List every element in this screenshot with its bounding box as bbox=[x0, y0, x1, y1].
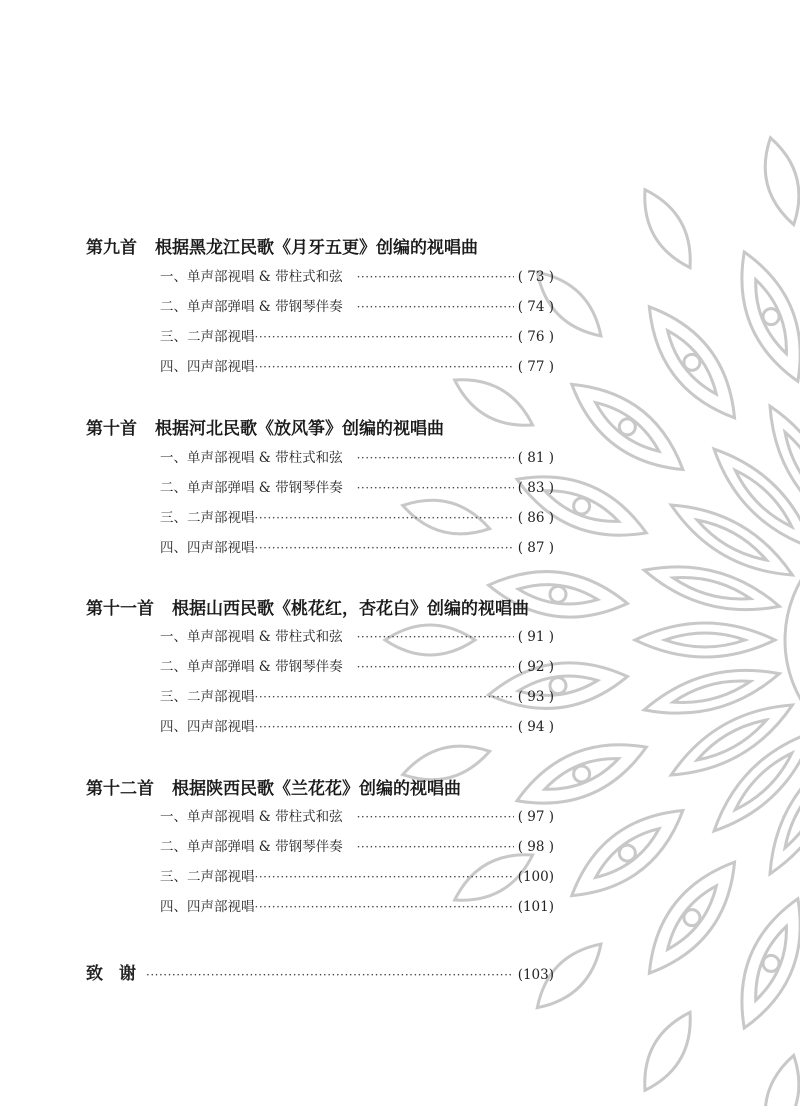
dot-leader bbox=[357, 298, 514, 316]
page-number: (101) bbox=[517, 899, 554, 915]
toc-entry[interactable] bbox=[160, 628, 554, 646]
page-number: ( 87 ) bbox=[517, 540, 554, 556]
dot-leader bbox=[255, 718, 514, 736]
entry-label: 一、单声部视唱 & 带柱式和弦 bbox=[160, 809, 343, 825]
entry-label: 三、二声部视唱 bbox=[160, 329, 255, 345]
dot-leader bbox=[357, 479, 514, 497]
toc-entry[interactable] bbox=[160, 449, 554, 467]
dot-leader bbox=[357, 628, 514, 646]
page-number: (103) bbox=[517, 967, 554, 983]
chapter-heading[interactable] bbox=[86, 779, 461, 799]
entry-label: 四、四声部视唱 bbox=[160, 899, 255, 915]
dot-leader bbox=[255, 898, 514, 916]
entry-label: 三、二声部视唱 bbox=[160, 869, 255, 885]
toc-entry[interactable] bbox=[160, 718, 554, 736]
chapter-title: 根据山西民歌《桃花红，杏花白》创编的视唱曲 bbox=[172, 599, 529, 619]
toc-entry[interactable] bbox=[160, 658, 554, 676]
page-number: ( 86 ) bbox=[517, 510, 554, 526]
dot-leader bbox=[255, 539, 514, 557]
toc-entry[interactable] bbox=[160, 358, 554, 376]
page-number: ( 94 ) bbox=[517, 719, 554, 735]
dot-leader bbox=[357, 449, 514, 467]
chapter-title: 根据河北民歌《放风筝》创编的视唱曲 bbox=[155, 419, 444, 439]
entry-label: 一、单声部视唱 & 带柱式和弦 bbox=[160, 269, 343, 285]
entry-label: 二、单声部弹唱 & 带钢琴伴奏 bbox=[160, 839, 343, 855]
dot-leader bbox=[255, 868, 514, 886]
dot-leader bbox=[255, 509, 514, 527]
page-number: ( 74 ) bbox=[517, 299, 554, 315]
chapter-number: 第十二首 bbox=[86, 779, 154, 799]
entry-label: 三、二声部视唱 bbox=[160, 510, 255, 526]
page-number: ( 77 ) bbox=[517, 359, 554, 375]
chapter-title: 根据陕西民歌《兰花花》创编的视唱曲 bbox=[172, 779, 461, 799]
toc-entry[interactable] bbox=[160, 898, 554, 916]
toc-entry[interactable] bbox=[160, 688, 554, 706]
toc-entry[interactable] bbox=[160, 479, 554, 497]
toc-entry[interactable] bbox=[160, 268, 554, 286]
page-number: ( 93 ) bbox=[517, 689, 554, 705]
chapter-title: 根据黑龙江民歌《月牙五更》创编的视唱曲 bbox=[155, 238, 478, 258]
chapter-heading[interactable] bbox=[86, 599, 529, 619]
entry-label: 二、单声部弹唱 & 带钢琴伴奏 bbox=[160, 299, 343, 315]
dot-leader bbox=[146, 968, 514, 982]
page-number: ( 92 ) bbox=[517, 659, 554, 675]
dot-leader bbox=[357, 838, 514, 856]
dot-leader bbox=[255, 688, 514, 706]
entry-label: 二、单声部弹唱 & 带钢琴伴奏 bbox=[160, 480, 343, 496]
page-number: ( 83 ) bbox=[517, 480, 554, 496]
acknowledgement-entry[interactable] bbox=[86, 959, 554, 984]
chapter-number: 第十首 bbox=[86, 419, 137, 439]
toc-entry[interactable] bbox=[160, 838, 554, 856]
entry-label: 四、四声部视唱 bbox=[160, 359, 255, 375]
entry-label: 二、单声部弹唱 & 带钢琴伴奏 bbox=[160, 659, 343, 675]
chapter-heading[interactable] bbox=[86, 419, 444, 439]
entry-label: 三、二声部视唱 bbox=[160, 689, 255, 705]
page-number: (100) bbox=[517, 869, 554, 885]
entry-label: 四、四声部视唱 bbox=[160, 719, 255, 735]
page-number: ( 81 ) bbox=[517, 450, 554, 466]
chapter-number: 第九首 bbox=[86, 238, 137, 258]
entry-label: 一、单声部视唱 & 带柱式和弦 bbox=[160, 450, 343, 466]
page-number: ( 98 ) bbox=[517, 839, 554, 855]
page-number: ( 76 ) bbox=[517, 329, 554, 345]
toc-entry[interactable] bbox=[160, 868, 554, 886]
dot-leader bbox=[255, 358, 514, 376]
chapter-number: 第十一首 bbox=[86, 599, 154, 619]
toc-entry[interactable] bbox=[160, 328, 554, 346]
page-number: ( 91 ) bbox=[517, 629, 554, 645]
chapter-heading[interactable] bbox=[86, 238, 478, 258]
dot-leader bbox=[357, 808, 514, 826]
toc-entry[interactable] bbox=[160, 808, 554, 826]
page-number: ( 97 ) bbox=[517, 809, 554, 825]
toc-entry[interactable] bbox=[160, 298, 554, 316]
toc-entry[interactable] bbox=[160, 509, 554, 527]
dot-leader bbox=[357, 268, 514, 286]
acknowledgement-title: 致谢 bbox=[86, 964, 152, 984]
dot-leader bbox=[255, 328, 514, 346]
entry-label: 一、单声部视唱 & 带柱式和弦 bbox=[160, 629, 343, 645]
toc-entry[interactable] bbox=[160, 539, 554, 557]
entry-label: 四、四声部视唱 bbox=[160, 540, 255, 556]
dot-leader bbox=[357, 658, 514, 676]
page-number: ( 73 ) bbox=[517, 269, 554, 285]
